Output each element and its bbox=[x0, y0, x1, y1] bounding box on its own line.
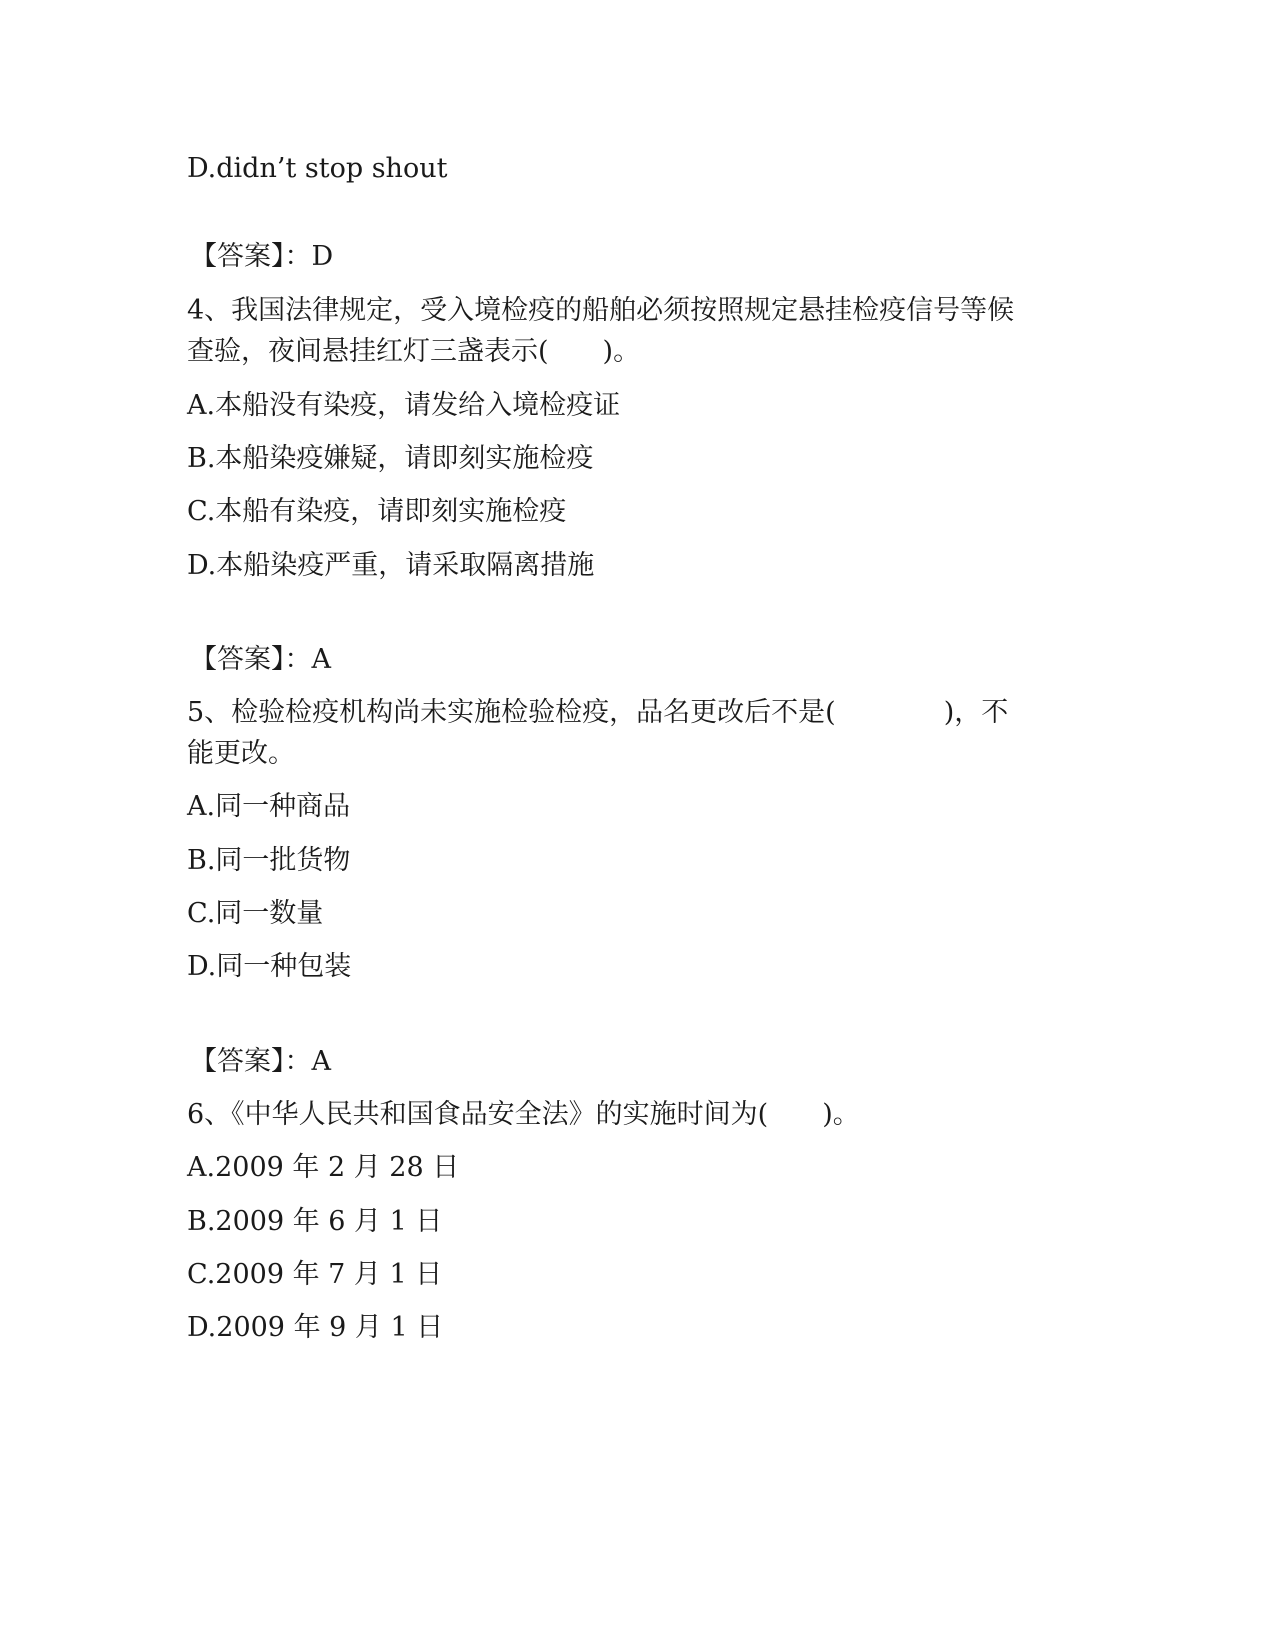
option-d-q3: D.didn’t stop shout bbox=[187, 153, 448, 184]
option-a-q5: A.同一种商品 bbox=[187, 791, 351, 822]
question-4-line-1: 4、我国法律规定，受入境检疫的船舶必须按照规定悬挂检疫信号等候 bbox=[187, 295, 1015, 326]
question-5-line-1: 5、检验检疫机构尚未实施检验检疫，品名更改后不是( )，不 bbox=[187, 697, 1009, 728]
option-a-q6: A.2009 年 2 月 28 日 bbox=[187, 1152, 460, 1183]
question-6: 6、《中华人民共和国食品安全法》的实施时间为( )。 bbox=[187, 1099, 860, 1130]
option-d-q6: D.2009 年 9 月 1 日 bbox=[187, 1312, 444, 1343]
option-d-q5: D.同一种包装 bbox=[187, 951, 352, 982]
option-c-q6: C.2009 年 7 月 1 日 bbox=[187, 1259, 443, 1290]
option-c-q5: C.同一数量 bbox=[187, 898, 324, 929]
option-a-q4: A.本船没有染疫，请发给入境检疫证 bbox=[187, 390, 621, 421]
question-4-line-2: 查验，夜间悬挂红灯三盏表示( )。 bbox=[187, 336, 641, 367]
answer-q5: 【答案】：A bbox=[190, 1046, 331, 1077]
question-5-line-2: 能更改。 bbox=[187, 738, 295, 769]
option-b-q6: B.2009 年 6 月 1 日 bbox=[187, 1206, 443, 1237]
answer-q3: 【答案】：D bbox=[190, 241, 334, 272]
option-b-q5: B.同一批货物 bbox=[187, 845, 351, 876]
option-d-q4: D.本船染疫严重，请采取隔离措施 bbox=[187, 550, 595, 581]
answer-q4: 【答案】：A bbox=[190, 644, 331, 675]
option-c-q4: C.本船有染疫，请即刻实施检疫 bbox=[187, 496, 567, 527]
option-b-q4: B.本船染疫嫌疑，请即刻实施检疫 bbox=[187, 443, 594, 474]
